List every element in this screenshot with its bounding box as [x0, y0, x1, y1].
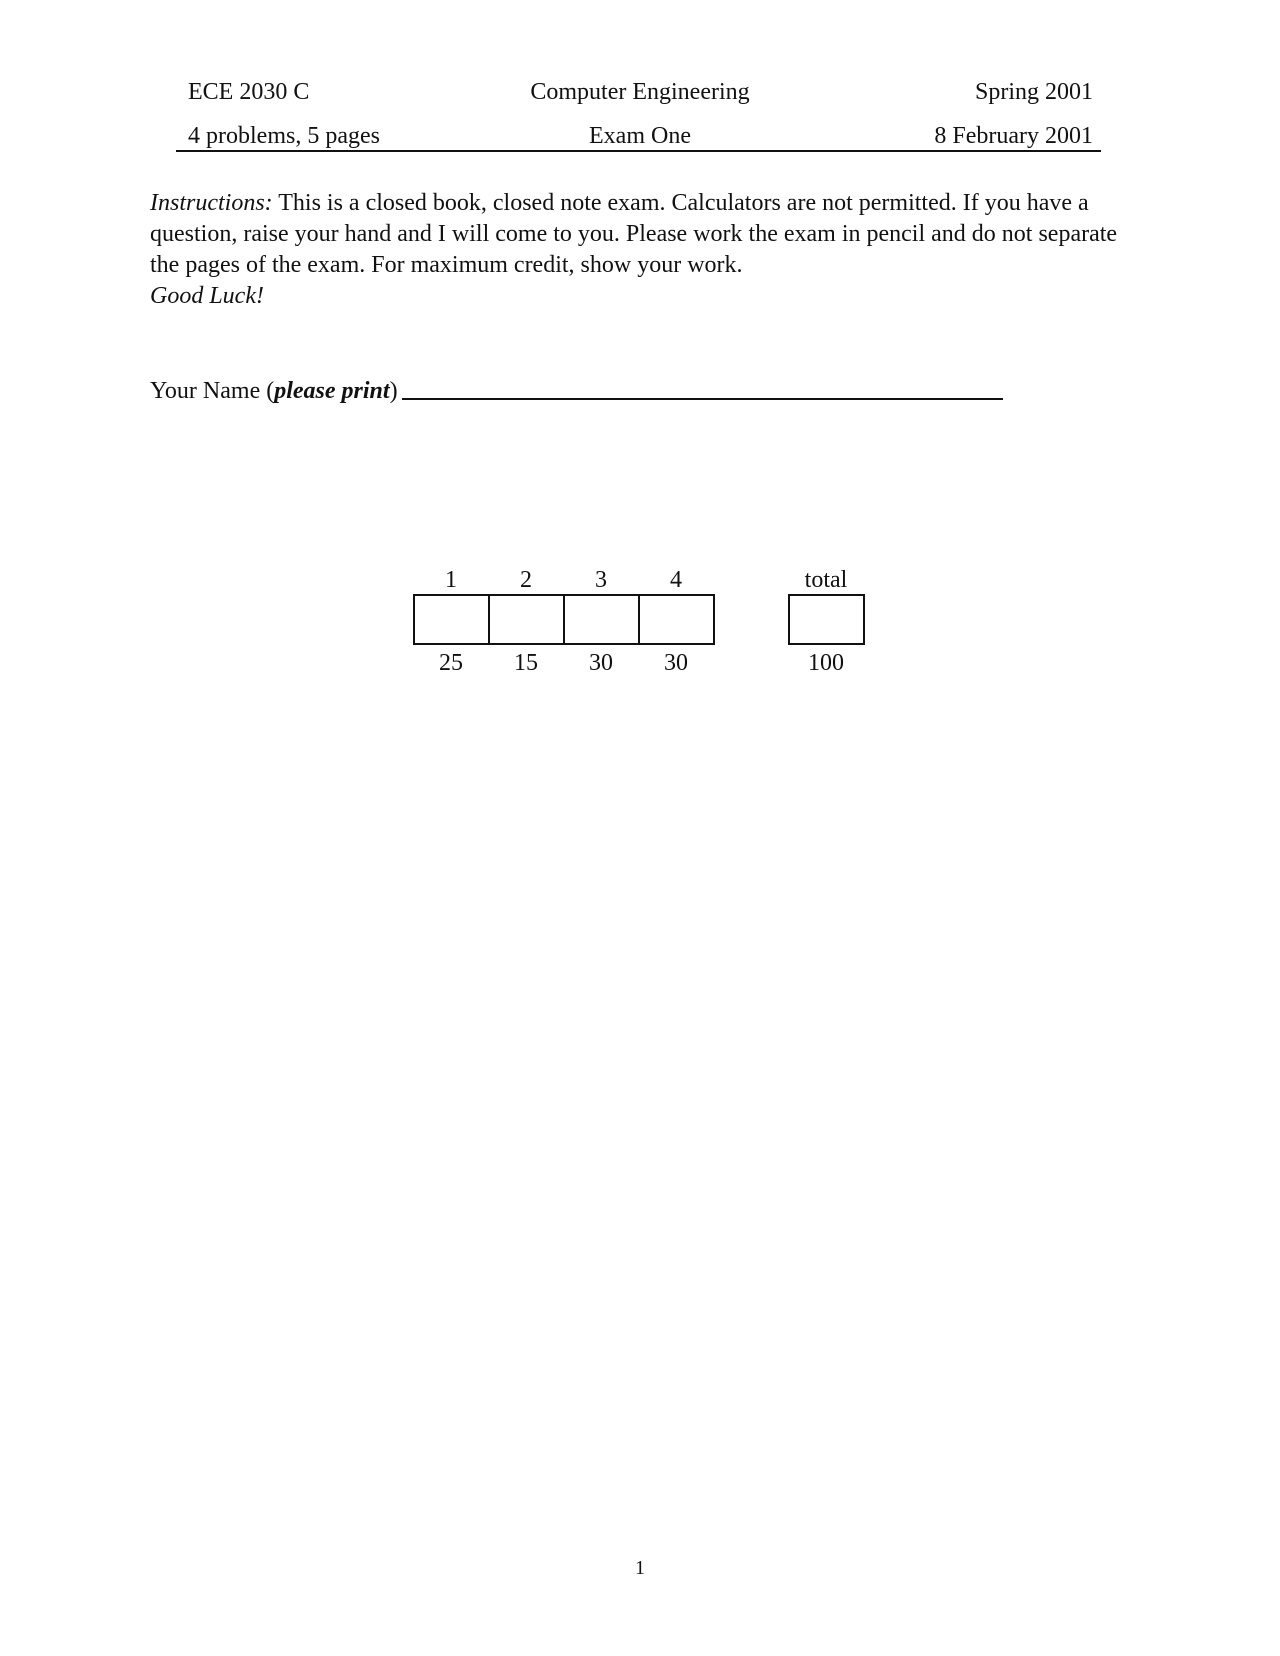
header-rule [176, 150, 1101, 152]
score-points-1: 25 [439, 650, 463, 676]
instructions-line-3: the pages of the exam. For maximum credit, show your work. [150, 252, 743, 278]
score-box-4[interactable] [638, 594, 715, 645]
score-points-total: 100 [808, 650, 844, 676]
score-label-3: 3 [595, 567, 607, 593]
exam-date: 8 February 2001 [934, 123, 1093, 149]
score-points-3: 30 [589, 650, 613, 676]
score-label-total: total [804, 567, 848, 593]
name-label-suffix: ) [389, 378, 398, 404]
score-label-1: 1 [445, 567, 457, 593]
instructions-line-2: question, raise your hand and I will come to you. Please work the exam in pencil and do not separate [150, 221, 1118, 247]
name-label-emphasis: please print [274, 378, 390, 404]
page-number: 1 [635, 1557, 645, 1579]
problems-pages: 4 problems, 5 pages [188, 123, 380, 149]
name-field [150, 376, 1003, 406]
instructions-label: Instructions: [150, 190, 273, 216]
course-code: ECE 2030 C [188, 79, 310, 105]
name-label-prefix: Your Name ( [150, 378, 275, 404]
score-points-4: 30 [664, 650, 688, 676]
good-luck: Good Luck! [150, 283, 264, 309]
score-label-2: 2 [520, 567, 532, 593]
instructions-block [150, 188, 1118, 312]
score-box-2[interactable] [488, 594, 565, 645]
score-label-4: 4 [670, 567, 682, 593]
score-box-total[interactable] [788, 594, 865, 645]
exam-title: Exam One [589, 123, 691, 149]
instructions-line-1 [150, 188, 1110, 219]
score-points-2: 15 [514, 650, 538, 676]
term: Spring 2001 [974, 79, 1093, 105]
score-box-1[interactable] [413, 594, 490, 645]
name-underline[interactable] [402, 398, 1003, 400]
instructions-text-1: This is a closed book, closed note exam. Calculators are not permitted. If you have a [278, 190, 1089, 216]
score-box-3[interactable] [563, 594, 640, 645]
department: Computer Engineering [530, 79, 750, 105]
